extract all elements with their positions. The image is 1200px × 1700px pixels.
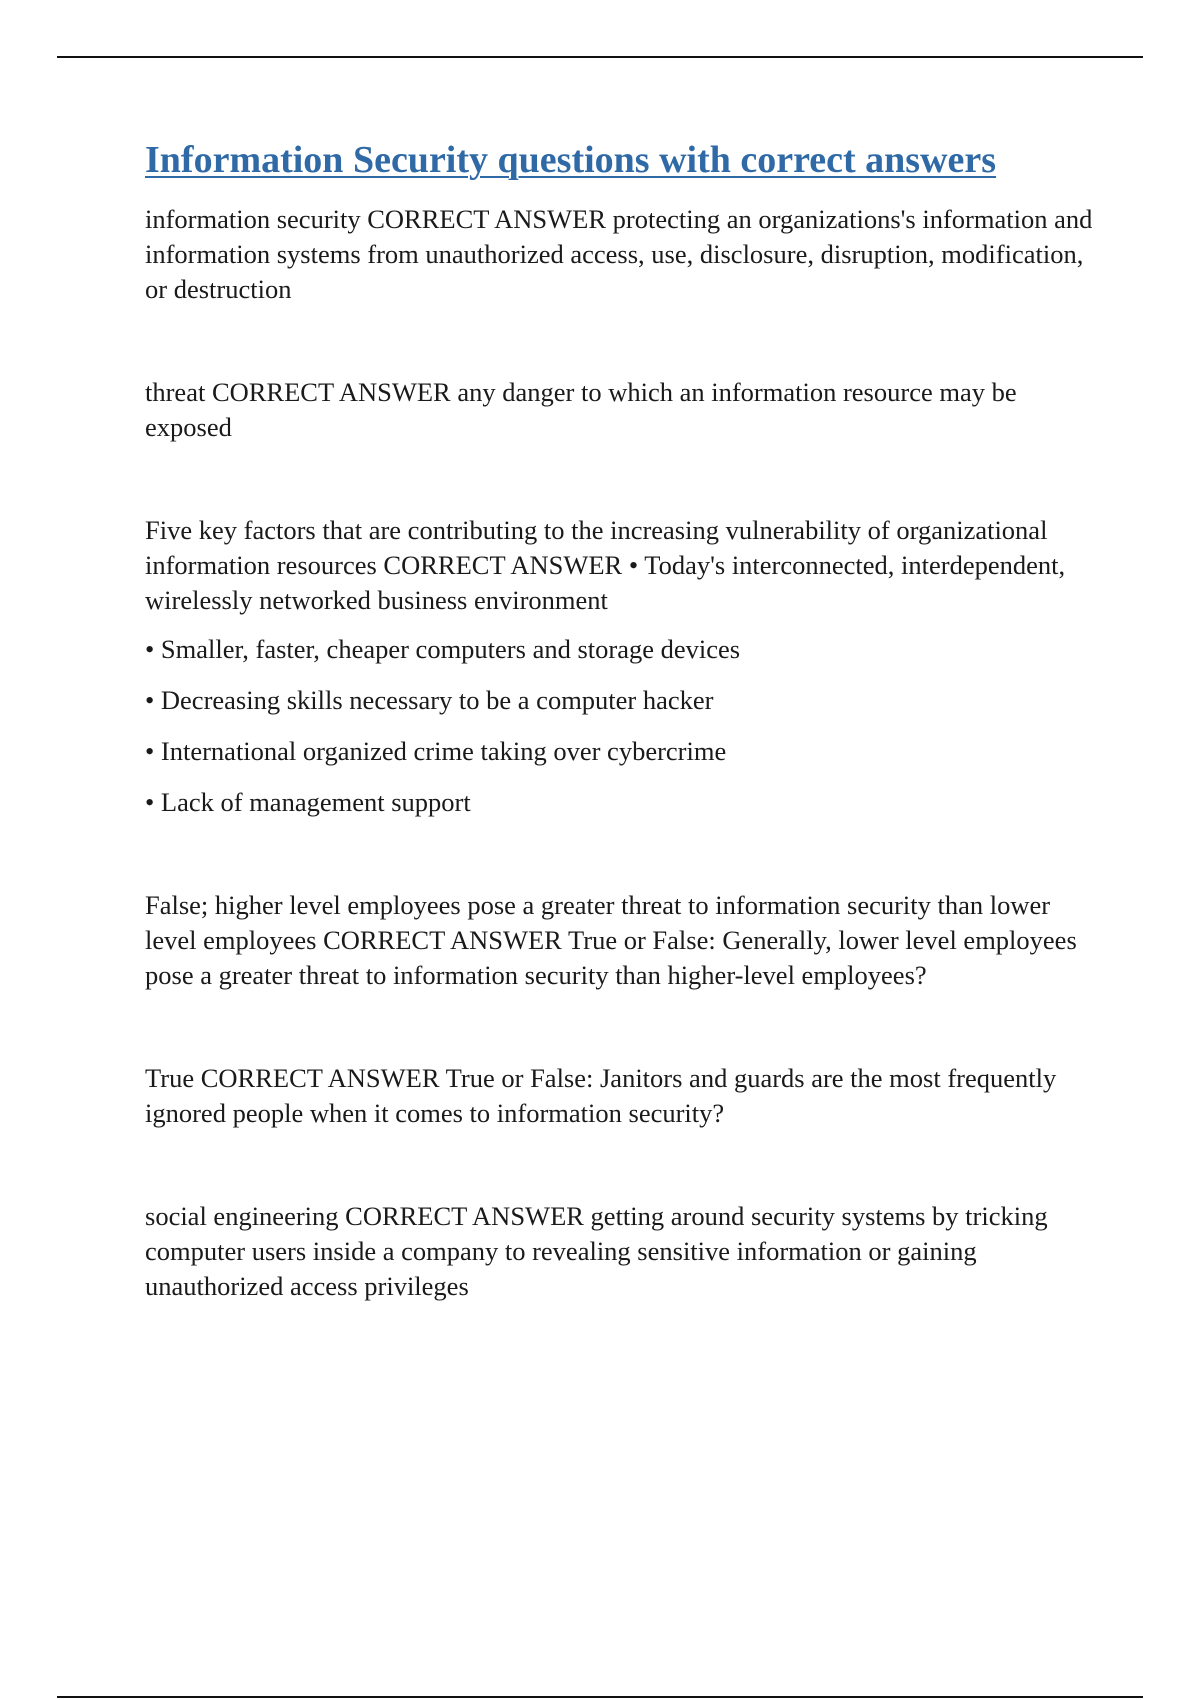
qa-entry-janitors-guards: True CORRECT ANSWER True or False: Janitors and guards are the most frequently ignored people when it comes to information security?: [145, 1062, 1057, 1128]
qa-entry-threat: threat CORRECT ANSWER any danger to which an information resource may be exposed: [145, 376, 1017, 442]
document-title: Information Security questions with correct answers: [145, 139, 997, 181]
header-divider: [57, 56, 1143, 58]
document-body: [145, 138, 1095, 1304]
bullet-item: • International organized crime taking over cybercrime: [145, 735, 727, 766]
qa-entry-five-key-factors: Five key factors that are contributing to the increasing vulnerability of organizational information resources CORRECT ANSWER • Today's interconnected, interdependent, wirelessly networked business environment: [145, 514, 1066, 615]
bullet-item: • Decreasing skills necessary to be a computer hacker: [145, 684, 714, 715]
qa-entry-information-security: information security CORRECT ANSWER protecting an organizations's information and information systems from unauthorized access, use, disclosure, disruption, modification, or destruction: [145, 203, 1093, 304]
qa-entry-employee-threat: False; higher level employees pose a greater threat to information security than lower level employees CORRECT ANSWER True or False: Generally, lower level employees pose a greater threat to information security than higher-level employees?: [145, 889, 1077, 990]
qa-entry-social-engineering: social engineering CORRECT ANSWER getting around security systems by tricking computer users inside a company to revealing sensitive information or gaining unauthorized access privileges: [145, 1200, 1048, 1301]
bullet-item: • Smaller, faster, cheaper computers and storage devices: [145, 633, 741, 664]
bullet-item: • Lack of management support: [145, 786, 471, 817]
factors-bullet-list: [145, 632, 1095, 820]
footer-divider: [57, 1696, 1143, 1698]
